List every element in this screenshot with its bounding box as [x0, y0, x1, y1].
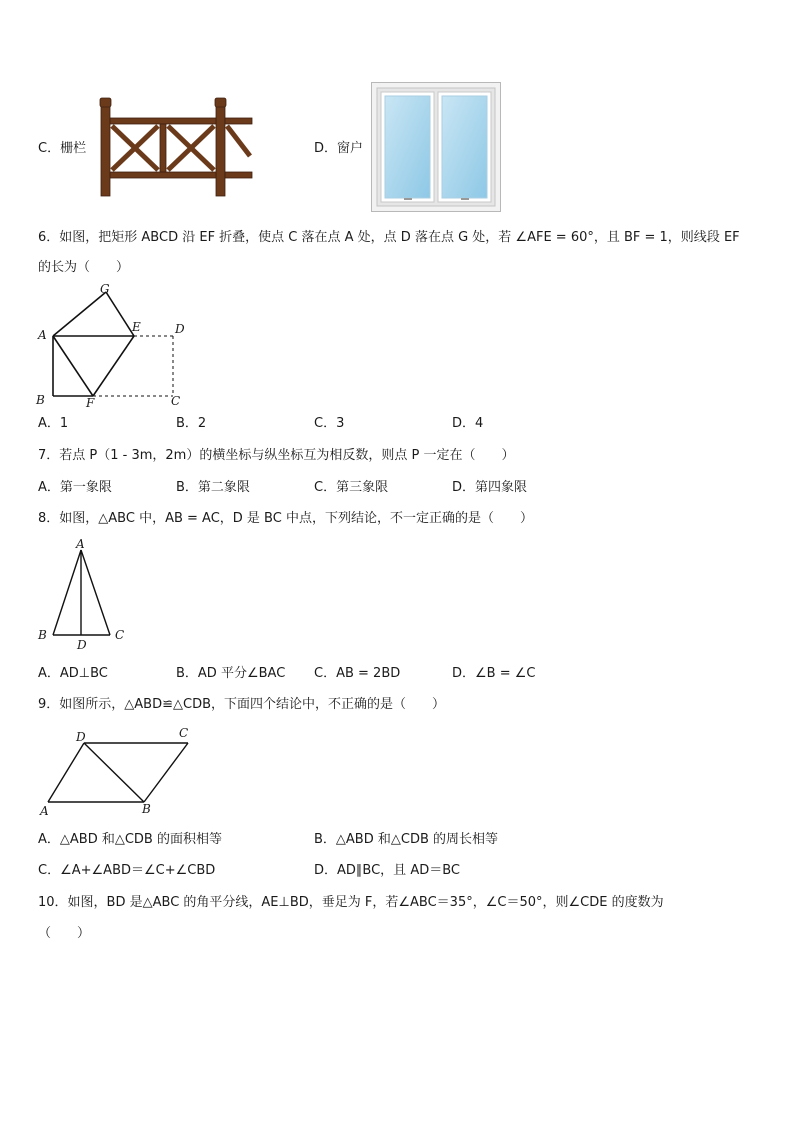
- q9-label-c: C: [179, 726, 189, 740]
- segment-AG: [53, 292, 106, 336]
- q8-stem: 8．如图，△ABC 中，AB = AC，D 是 BC 中点，下列结论，不一定正确的是（ ）: [38, 511, 533, 526]
- q5-option-c: C．栅栏: [38, 141, 87, 156]
- q5-option-d: D．窗户: [314, 141, 364, 156]
- q6-option-b: B．2: [176, 416, 207, 431]
- segment-GE: [106, 292, 134, 336]
- q7-stem: 7．若点 P（1 - 3m，2m）的横坐标与纵坐标互为相反数，则点 P 一定在（ ）: [38, 448, 515, 463]
- q6-label-a: A: [38, 328, 47, 342]
- segment-EF: [93, 336, 134, 396]
- q9-label-b: B: [142, 802, 151, 816]
- q6-label-e: E: [132, 320, 141, 334]
- q6-option-c: C．3: [314, 416, 345, 431]
- segment-DB: [84, 743, 144, 802]
- segment-AC: [81, 550, 110, 635]
- q10-stem: 10．如图，BD 是△ABC 的角平分线，AE⊥BD，垂足为 F，若∠ABC＝35°，∠C＝50°，则∠CDE 的度数为: [38, 895, 664, 910]
- q9-option-a: A．△ABD 和△CDB 的面积相等: [38, 832, 222, 847]
- segment-AB: [53, 550, 81, 635]
- segment-CB: [144, 743, 188, 802]
- q8-option-d: D．∠B = ∠C: [452, 666, 536, 681]
- q6-option-a: A．1: [38, 416, 69, 431]
- q6-label-f: F: [86, 396, 95, 410]
- window-image: [371, 82, 501, 212]
- q6-stem: 6．如图，把矩形 ABCD 沿 EF 折叠，使点 C 落在点 A 处，点 D 落在点 G 处，若 ∠AFE = 60°，且 BF = 1，则线段 EF: [38, 230, 740, 245]
- q7-option-a: A．第一象限: [38, 480, 112, 495]
- q7-option-c: C．第三象限: [314, 480, 389, 495]
- segment-AD: [48, 743, 84, 802]
- q8-label-b: B: [38, 628, 47, 642]
- q6-label-g: G: [100, 282, 110, 296]
- q6-option-d: D．4: [452, 416, 484, 431]
- q9-option-d: D．AD∥BC，且 AD＝BC: [314, 863, 460, 878]
- q8-label-c: C: [115, 628, 125, 642]
- q6-stem-line2: 的长为（ ）: [38, 260, 130, 275]
- q8-option-a: A．AD⊥BC: [38, 666, 108, 681]
- q6-label-c: C: [171, 394, 181, 408]
- q6-label-b: B: [36, 393, 45, 407]
- q7-option-b: B．第二象限: [176, 480, 250, 495]
- q9-option-b: B．△ABD 和△CDB 的周长相等: [314, 832, 499, 847]
- q7-option-d: D．第四象限: [452, 480, 528, 495]
- q8-option-b: B．AD 平分∠BAC: [176, 666, 286, 681]
- q6-label-d: D: [175, 322, 185, 336]
- q8-option-c: C．AB = 2BD: [314, 666, 401, 681]
- q9-figure: [36, 725, 206, 825]
- q8-label-d: D: [77, 638, 87, 652]
- q8-figure: [40, 540, 140, 650]
- q10-stem-line2: （ ）: [38, 926, 91, 941]
- q9-label-d: D: [76, 730, 86, 744]
- q9-option-c: C．∠A+∠ABD＝∠C+∠CBD: [38, 863, 216, 878]
- segment-AF: [53, 336, 93, 396]
- fence-image: [98, 96, 252, 198]
- q8-label-a: A: [76, 537, 85, 551]
- q9-stem: 9．如图所示，△ABD≌△CDB，下面四个结论中，不正确的是（ ）: [38, 697, 445, 712]
- q9-label-a: A: [40, 804, 49, 818]
- q6-figure: [36, 280, 196, 410]
